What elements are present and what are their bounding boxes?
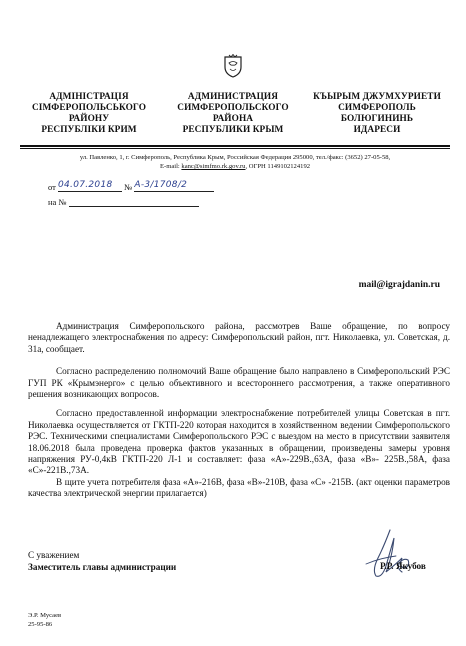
address-block bbox=[20, 153, 450, 171]
header-divider bbox=[20, 145, 450, 147]
handwritten-signature bbox=[356, 528, 416, 583]
address-line: ул. Павленко, 1, г. Симферополь, Республика Крым, Российская Федерация 295000, тел./факс: (3652) 27-05-58, bbox=[79, 154, 391, 161]
email-label: E-mail: bbox=[159, 163, 182, 170]
reference-number-row bbox=[48, 196, 199, 207]
handwritten-number: А-3/1708/2 bbox=[134, 180, 188, 190]
body-paragraph: Администрация Симферопольского района, рассмотрев Ваше обращение, по вопросу ненадлежащего электроснабжения по адресу: Симферопольский район, пгт. Николаевка, ул. Советская, д. 31а, сообщает. bbox=[28, 321, 450, 354]
header-crimean-tatar bbox=[302, 92, 452, 136]
header-middle-line: СИМФЕРОПОЛЬСКОГО bbox=[177, 103, 289, 113]
signatory-name: Р.Р. Якубов bbox=[380, 561, 426, 571]
signatory-position: Заместитель главы администрации bbox=[28, 562, 177, 572]
header-divider-thin bbox=[20, 148, 450, 149]
from-label: от bbox=[48, 182, 56, 192]
header-russian bbox=[158, 92, 308, 136]
letter-body bbox=[28, 321, 450, 500]
ogrn-text: , ОГРН 1149102124192 bbox=[245, 163, 311, 170]
body-paragraph: Согласно предоставленной информации электроснабжение потребителей улицы Советская в пгт. Николаевка осуществляется от ГКТП-220 которая находится в хозяйственном ведении Симферопольского РЭС. Техническими специалистами Симферопольского РЭС с выездом на место в присутствии заявителя 18.06.2018 была проведена проверка фактов указанных в обращении, произведены замеры уровня напряжения РУ-0,4кВ ГКТП-220 Л-1 и составляет: фаза «А»-229В.,63А, фаза «В»- 225В.,58А, фаза «С»-221В.,73А. bbox=[28, 408, 450, 476]
reference-date-row bbox=[48, 181, 214, 192]
body-paragraph: Согласно распределению полномочий Ваше обращение было направлено в Симферопольский РЭС ГУП РК «Крымэнерго» с целью объективного и всестороннего рассмотрения, а также оперативного решения возникающих вопросов. bbox=[28, 366, 450, 400]
header-right-line: БОЛЮГИНИНЬ bbox=[340, 114, 414, 124]
header-middle-line: РЕСПУБЛИКИ КРЫМ bbox=[182, 125, 284, 135]
header-middle-line: РАЙОНА bbox=[212, 114, 254, 124]
handwritten-date: 04.07.2018 bbox=[57, 180, 113, 190]
executor-name: Э.Р. Мусаев bbox=[28, 612, 62, 619]
on-number-label: на № bbox=[48, 197, 67, 207]
number-label: № bbox=[124, 182, 133, 192]
header-left-line: АДМІНІСТРАЦІЯ bbox=[49, 92, 129, 102]
header-left-line: СІМФЕРОПОЛЬСЬКОГО bbox=[31, 103, 147, 113]
header-right-line: КЪЫРЫМ ДЖУМХУРИЕТИ bbox=[313, 92, 441, 102]
recipient-email: mail@igrajdanin.ru bbox=[358, 280, 440, 290]
executor-block bbox=[28, 612, 61, 629]
executor-phone: 25-95-86 bbox=[28, 620, 53, 628]
regards-text: С уважением bbox=[28, 550, 80, 560]
header-right-line: ИДАРЕСИ bbox=[353, 125, 401, 135]
header-left-line: РЕСПУБЛІКИ КРИМ bbox=[41, 125, 137, 135]
contact-line bbox=[20, 162, 450, 171]
header-ukrainian bbox=[14, 92, 164, 136]
header-right-line: СИМФЕРОПОЛЬ bbox=[338, 103, 416, 113]
coat-of-arms-icon bbox=[223, 54, 243, 78]
header-left-line: РАЙОНУ bbox=[68, 114, 110, 124]
email-link[interactable]: kanc@simfmo.rk.gov.ru bbox=[181, 163, 246, 170]
header-middle-line: АДМИНИСТРАЦИЯ bbox=[187, 92, 279, 102]
body-paragraph: В щите учета потребителя фаза «А»-216В, фаза «В»-210В, фаза «С» -215В. (акт оценки параметров качества электрической энергии прилагается) bbox=[28, 476, 450, 499]
closing-block bbox=[28, 549, 176, 573]
